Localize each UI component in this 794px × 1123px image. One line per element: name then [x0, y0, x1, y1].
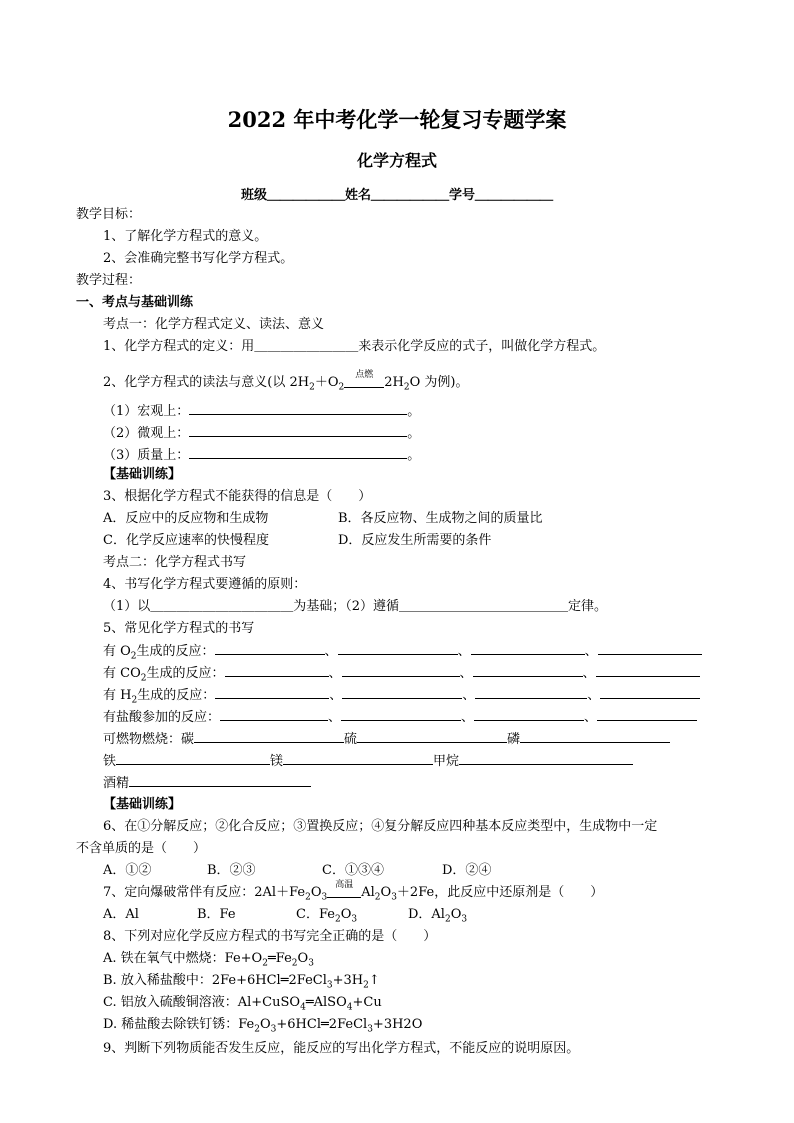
q7-sub-b: 3 — [321, 892, 328, 903]
question-6-line-2: 不含单质的是（ ） — [76, 841, 207, 856]
q6-option-b[interactable]: B．②③ — [207, 863, 256, 878]
micro-label: （2）微观上： — [103, 426, 190, 441]
h2-blank-4[interactable] — [600, 686, 700, 699]
q7-sub-a: 2 — [305, 892, 311, 903]
class-name-id-line: 班级＿＿＿＿＿＿姓名＿＿＿＿＿＿学号＿＿＿＿＿＿ — [240, 188, 553, 203]
magnesium-label: 镁 — [270, 754, 284, 769]
h2-label-b: 生成的反应： — [137, 688, 216, 703]
q8-option-a[interactable] — [103, 950, 314, 968]
q8-b-sub-2: 2 — [363, 980, 369, 991]
macro-period: 。 — [407, 404, 421, 419]
burn-row-2 — [103, 752, 633, 771]
q6-option-a[interactable]: A．①② — [103, 863, 152, 878]
q2-condition: 点燃 — [355, 370, 374, 380]
q7-suffix: ＋2Fe，此反应中还原剂是（ ） — [396, 885, 604, 900]
q7-option-d[interactable] — [408, 906, 467, 924]
section-1-heading: 一、考点与基础训练 — [76, 295, 194, 310]
q7-sub-c: 2 — [374, 892, 381, 903]
hcl-sep-1: 、 — [328, 710, 342, 725]
q7-c-sub-2: 3 — [351, 914, 358, 925]
q8-b-sub-1: 3 — [326, 980, 333, 991]
practice-label-2: 【基础训练】 — [103, 797, 182, 812]
o2-row — [103, 642, 702, 661]
q8-b-a: B. 放入稀盐酸中：2Fe+6HCl═2FeCl — [103, 973, 327, 988]
q7-d-a: D．Al — [408, 907, 445, 922]
q8-c-sub-2: 4 — [346, 1002, 353, 1013]
co2-row — [103, 664, 700, 683]
q8-option-c[interactable] — [103, 994, 382, 1012]
o2-blank-3[interactable] — [471, 642, 585, 655]
hcl-blank-3[interactable] — [474, 708, 584, 721]
q7-c-b: O — [340, 907, 352, 922]
q8-b-c: ↑ — [368, 973, 380, 988]
q7-d-sub-2: 3 — [461, 914, 468, 925]
sulfur-label: 硫 — [344, 732, 358, 747]
mass-label: （3）质量上： — [103, 448, 190, 463]
q8-d-sub-3: 3 — [367, 1024, 373, 1035]
phosphorus-blank[interactable] — [520, 730, 670, 743]
q8-option-b[interactable] — [103, 972, 380, 990]
h2-blank-2[interactable] — [342, 686, 462, 699]
q7-option-a[interactable]: A．Al — [103, 907, 139, 922]
q2-prefix: 2、化学方程式的读法与意义(以 2H — [103, 375, 310, 390]
q7-d-b: O — [450, 907, 462, 922]
page-title: 2022 年中考化学一轮复习专题学案 — [227, 107, 567, 132]
alcohol-blank[interactable] — [129, 774, 311, 787]
micro-blank[interactable] — [189, 424, 407, 437]
hcl-sep-2: 、 — [461, 710, 475, 725]
hcl-blank-4[interactable] — [597, 708, 697, 721]
q8-c-b: ═AlSO — [305, 995, 347, 1010]
q3-option-d[interactable]: D．反应发生所需要的条件 — [338, 533, 492, 548]
q8-d-sub-1: 2 — [254, 1024, 260, 1035]
o2-blank-4[interactable] — [598, 642, 702, 655]
hcl-blank-1[interactable] — [220, 708, 328, 721]
o2-sep-3: 、 — [584, 644, 598, 659]
magnesium-blank[interactable] — [283, 752, 433, 765]
co2-label-a: 有 CO — [103, 666, 141, 681]
q3-option-c[interactable]: C．化学反应速率的快慢程度 — [103, 533, 269, 548]
co2-blank-4[interactable] — [596, 664, 700, 677]
q7-c-a: C．Fe — [296, 907, 335, 922]
q2-sub-1: 2 — [309, 382, 315, 393]
o2-sep-1: 、 — [324, 644, 338, 659]
q7-sub-d: 3 — [391, 892, 397, 903]
q6-option-c[interactable]: C．①③④ — [322, 863, 384, 878]
macro-row — [103, 402, 420, 421]
q8-c-sub-1: 4 — [300, 1002, 306, 1013]
o2-sub: 2 — [130, 651, 137, 662]
micro-period: 。 — [407, 426, 421, 441]
q7-condition-arrow — [327, 880, 361, 902]
q7-prefix: 7、定向爆破常伴有反应：2Al＋Fe — [103, 885, 306, 900]
q8-a-sub-2: 2 — [291, 958, 298, 969]
kaodian-1: 考点一：化学方程式定义、读法、意义 — [103, 317, 325, 332]
question-6-line-1: 6、在①分解反应；②化合反应；③置换反应；④复分解反应四种基本反应类型中，生成物中一定 — [103, 819, 658, 834]
question-4: 4、书写化学方程式要遵循的原则： — [103, 577, 307, 592]
q6-option-d[interactable]: D．②④ — [442, 863, 492, 878]
burn-label: 可燃物燃烧：碳 — [103, 732, 195, 747]
page-subtitle: 化学方程式 — [356, 151, 437, 170]
h2-sub: 2 — [131, 695, 138, 706]
q7-o: O — [310, 885, 322, 900]
practice-label-1: 【基础训练】 — [103, 467, 182, 482]
q8-a-a: A. 铁在氧气中燃烧：Fe+O — [103, 951, 263, 966]
o2-blank-1[interactable] — [215, 642, 325, 655]
micro-row — [103, 424, 420, 443]
co2-blank-1[interactable] — [225, 664, 329, 677]
h2-sep-2: 、 — [462, 688, 476, 703]
q7-condition: 高温 — [335, 880, 354, 890]
question-1: 1、化学方程式的定义：用＿＿＿＿＿＿＿＿来表示化学反应的式子，叫做化学方程式。 — [103, 339, 606, 354]
h2-sep-3: 、 — [587, 688, 601, 703]
q8-a-c: O — [297, 951, 309, 966]
q8-d-b: O — [259, 1017, 271, 1032]
co2-sep-3: 、 — [582, 666, 596, 681]
h2-row — [103, 686, 700, 705]
h2-blank-3[interactable] — [475, 686, 587, 699]
q2-sub-3: 2 — [403, 382, 410, 393]
question-2 — [103, 370, 469, 393]
hcl-row — [103, 708, 697, 727]
mass-blank[interactable] — [189, 446, 407, 459]
q8-option-d[interactable] — [103, 1016, 422, 1034]
q8-c-a: C. 铝放入硫酸铜溶液：Al+CuSO — [103, 995, 301, 1010]
q8-a-sub-3: 3 — [308, 958, 314, 969]
q8-d-d: +3H2O — [372, 1017, 423, 1032]
h2-blank-1[interactable] — [215, 686, 329, 699]
question-5: 5、常见化学方程式的书写 — [103, 621, 255, 636]
goal-1: 1、了解化学方程式的意义。 — [103, 229, 268, 244]
iron-blank[interactable] — [116, 752, 270, 765]
goal-2: 2、会准确完整书写化学方程式。 — [103, 251, 294, 266]
o2-blank-2[interactable] — [338, 642, 458, 655]
question-7 — [103, 880, 604, 903]
question-3: 3、根据化学方程式不能获得的信息是（ ） — [103, 489, 372, 504]
q8-d-sub-2: 3 — [270, 1024, 277, 1035]
q7-option-c[interactable] — [296, 906, 357, 924]
q2-suffix: O 为例)。 — [409, 375, 469, 390]
macro-blank[interactable] — [189, 402, 407, 415]
q8-d-c: +6HCl═2FeCl — [276, 1017, 368, 1032]
q2-mid-1: ＋O — [314, 375, 339, 390]
mass-row — [103, 446, 420, 465]
q8-d-a: D. 稀盐酸去除铁钉锈：Fe — [103, 1017, 255, 1032]
question-8: 8、下列对应化学反应方程式的书写完全正确的是（ ） — [103, 929, 437, 944]
burn-row — [103, 730, 670, 749]
h2-sep-1: 、 — [329, 688, 343, 703]
q8-a-b: ═Fe — [267, 951, 292, 966]
q3-option-b[interactable]: B．各反应物、生成物之间的质量比 — [338, 511, 543, 526]
q8-b-b: +3H — [332, 973, 364, 988]
alcohol-label: 酒精 — [103, 776, 130, 791]
mass-period: 。 — [407, 448, 421, 463]
question-9: 9、判断下列物质能否发生反应，能反应的写出化学方程式，不能反应的说明原因。 — [103, 1041, 580, 1056]
q7-o-2: O — [380, 885, 392, 900]
co2-sub: 2 — [140, 673, 147, 684]
iron-label: 铁 — [103, 754, 117, 769]
kaodian-2: 考点二：化学方程式书写 — [103, 555, 247, 570]
q8-c-c: +Cu — [352, 995, 382, 1010]
q3-option-a[interactable]: A．反应中的反应物和生成物 — [103, 511, 269, 526]
alcohol-row — [103, 774, 311, 793]
h2-label-a: 有 H — [103, 688, 132, 703]
goals-heading: 教学目标： — [76, 207, 142, 222]
methane-label: 甲烷 — [433, 754, 460, 769]
q7-mid: Al — [361, 885, 375, 900]
co2-sep-1: 、 — [328, 666, 342, 681]
carbon-blank[interactable] — [194, 730, 344, 743]
sulfur-blank[interactable] — [357, 730, 507, 743]
co2-blank-3[interactable] — [473, 664, 583, 677]
methane-blank[interactable] — [459, 752, 633, 765]
process-heading: 教学过程： — [76, 273, 142, 288]
q7-c-sub-1: 2 — [334, 914, 341, 925]
q7-option-b[interactable]: B．Fe — [197, 907, 236, 922]
hcl-blank-2[interactable] — [341, 708, 461, 721]
question-4-blanks: （1）以＿＿＿＿＿＿＿＿＿＿＿为基础；（2）遵循＿＿＿＿＿＿＿＿＿＿＿＿＿定律。 — [103, 599, 608, 614]
macro-label: （1）宏观上： — [103, 404, 190, 419]
co2-blank-2[interactable] — [342, 664, 460, 677]
q8-a-sub-1: 2 — [262, 958, 268, 969]
hcl-label: 有盐酸参加的反应： — [103, 710, 221, 725]
o2-sep-2: 、 — [457, 644, 471, 659]
phosphorus-label: 磷 — [507, 732, 521, 747]
q2-sub-2: 2 — [338, 382, 345, 393]
o2-label-b: 生成的反应： — [136, 644, 215, 659]
q7-d-sub-1: 2 — [444, 914, 451, 925]
o2-label-a: 有 O — [103, 644, 131, 659]
hcl-sep-3: 、 — [584, 710, 598, 725]
q2-mid-2: 2H — [384, 375, 404, 390]
co2-label-b: 生成的反应： — [146, 666, 225, 681]
co2-sep-2: 、 — [459, 666, 473, 681]
reaction-condition-arrow — [344, 370, 384, 392]
